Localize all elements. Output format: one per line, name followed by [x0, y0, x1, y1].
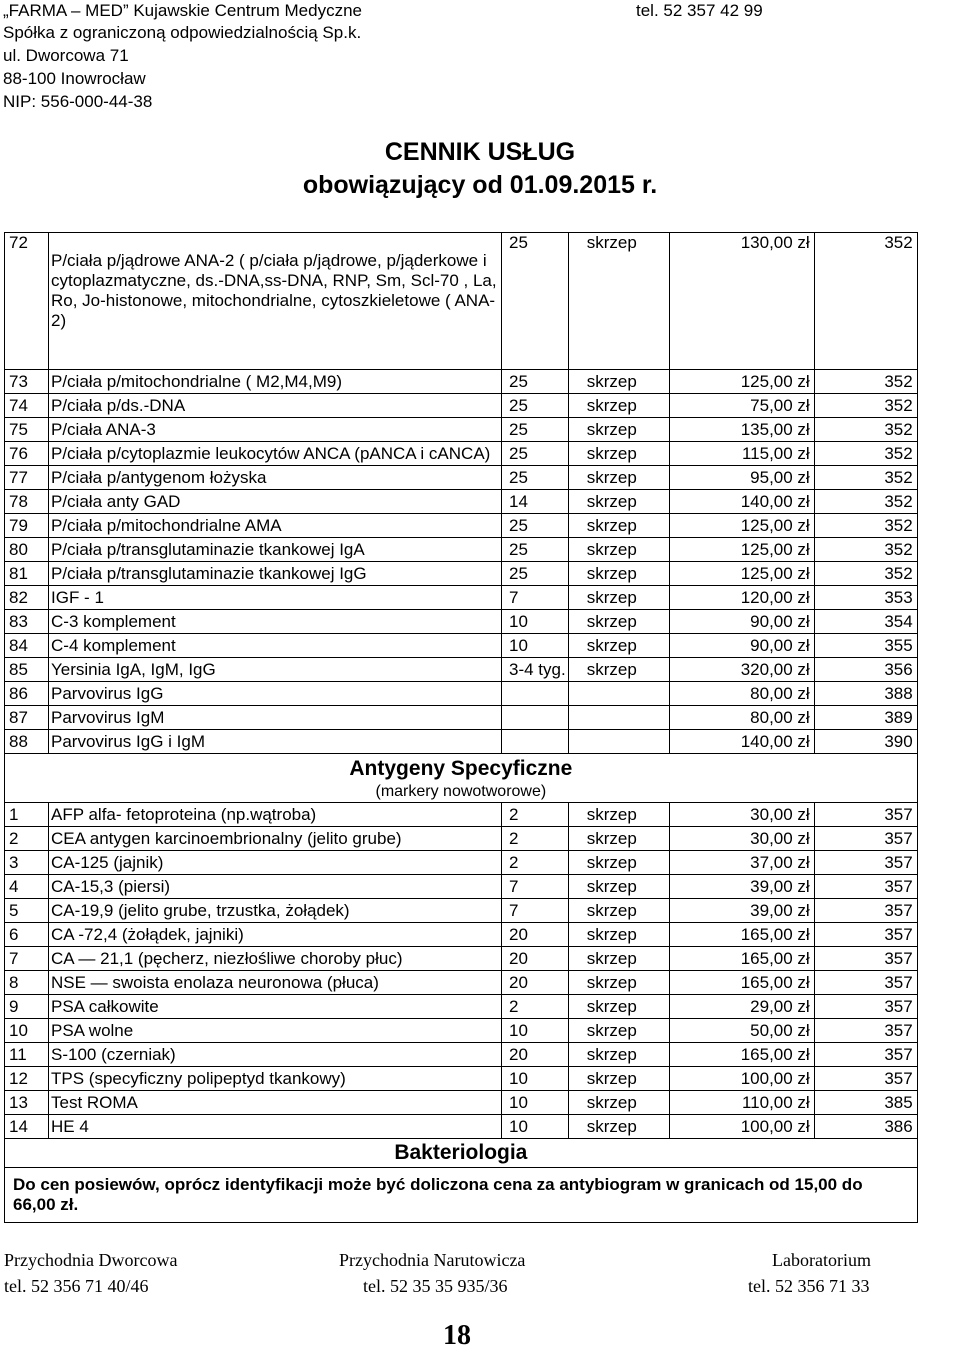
table-row: [5, 851, 918, 875]
procedure-code-cell: 357: [814, 947, 917, 971]
row-number-cell: 11: [5, 1043, 49, 1067]
procedure-code-cell: 357: [814, 971, 917, 995]
price-cell: 100,00 zł: [669, 1115, 814, 1139]
row-number-cell: 13: [5, 1091, 49, 1115]
sample-material-cell: skrzep: [568, 418, 669, 442]
row-number-cell: 77: [5, 466, 49, 490]
table-row: [5, 899, 918, 923]
price-cell: 30,00 zł: [669, 803, 814, 827]
sample-material-cell: skrzep: [568, 1091, 669, 1115]
company-name: „FARMA – MED” Kujawskie Centrum Medyczne: [3, 1, 362, 20]
row-number-cell: 8: [5, 971, 49, 995]
table-row: [5, 658, 918, 682]
price-cell: 80,00 zł: [669, 682, 814, 706]
turnaround-days-cell: 2: [502, 827, 569, 851]
test-name-cell: P/ciała p/ds.-DNA: [49, 394, 502, 418]
table-row: [5, 803, 918, 827]
price-cell: 100,00 zł: [669, 1067, 814, 1091]
row-number-cell: 83: [5, 610, 49, 634]
procedure-code-cell: 357: [814, 1043, 917, 1067]
turnaround-days-cell: 3-4 tyg.: [502, 658, 569, 682]
turnaround-days-cell: 20: [502, 971, 569, 995]
section-title-markers: Antygeny Specyficzne: [349, 756, 573, 780]
sample-material-cell: skrzep: [568, 1043, 669, 1067]
turnaround-days-cell: 7: [502, 899, 569, 923]
procedure-code-cell: 385: [814, 1091, 917, 1115]
row-number-cell: 7: [5, 947, 49, 971]
row-number-cell: 82: [5, 586, 49, 610]
price-cell: 165,00 zł: [669, 971, 814, 995]
turnaround-days-cell: 7: [502, 875, 569, 899]
table-row: [5, 538, 918, 562]
sample-material-cell: skrzep: [568, 233, 669, 370]
row-number-cell: 80: [5, 538, 49, 562]
sample-material-cell: skrzep: [568, 442, 669, 466]
turnaround-days-cell: 2: [502, 851, 569, 875]
turnaround-days-cell: 25: [502, 418, 569, 442]
table-row: [5, 995, 918, 1019]
table-row: [5, 370, 918, 394]
sample-material-cell: skrzep: [568, 538, 669, 562]
price-cell: 165,00 zł: [669, 1043, 814, 1067]
procedure-code-cell: 356: [814, 658, 917, 682]
procedure-code-cell: 352: [814, 418, 917, 442]
section-header-cell: [5, 754, 918, 803]
sample-material-cell: skrzep: [568, 658, 669, 682]
test-name-cell: CA-19,9 (jelito grube, trzustka, żołądek): [49, 899, 502, 923]
procedure-code-cell: 352: [814, 442, 917, 466]
test-name-cell: P/ciała p/mitochondrialne AMA: [49, 514, 502, 538]
row-number-cell: 9: [5, 995, 49, 1019]
procedure-code-cell: 352: [814, 466, 917, 490]
table-row: [5, 947, 918, 971]
turnaround-days-cell: 25: [502, 514, 569, 538]
procedure-code-cell: 352: [814, 370, 917, 394]
turnaround-days-cell: 25: [502, 466, 569, 490]
test-name-cell: P/ciała anty GAD: [49, 490, 502, 514]
row-number-cell: 2: [5, 827, 49, 851]
test-name-cell: Parvovirus IgG: [49, 682, 502, 706]
row-number-cell: 10: [5, 1019, 49, 1043]
row-number-cell: 3: [5, 851, 49, 875]
company-city: 88-100 Inowrocław: [3, 69, 146, 88]
price-cell: 320,00 zł: [669, 658, 814, 682]
price-cell: 37,00 zł: [669, 851, 814, 875]
row-number-cell: 74: [5, 394, 49, 418]
turnaround-days-cell: 14: [502, 490, 569, 514]
test-name-cell: CA-15,3 (piersi): [49, 875, 502, 899]
sample-material-cell: [568, 730, 669, 754]
bacteriology-note: Do cen posiewów, oprócz identyfikacji może być doliczona cena za antybiogram w granicach od 15,00 do 66,00 zł.: [5, 1168, 918, 1223]
sample-material-cell: skrzep: [568, 370, 669, 394]
row-number-cell: 81: [5, 562, 49, 586]
test-name-cell: CA-125 (jajnik): [49, 851, 502, 875]
row-number-cell: 84: [5, 634, 49, 658]
table-row: [5, 971, 918, 995]
test-name-cell: TPS (specyficzny polipeptyd tkankowy): [49, 1067, 502, 1091]
footer-clinic-2-name: Przychodnia Narutowicza: [339, 1250, 526, 1270]
sample-material-cell: skrzep: [568, 971, 669, 995]
table-row: [5, 827, 918, 851]
turnaround-days-cell: 10: [502, 1115, 569, 1139]
price-cell: 125,00 zł: [669, 538, 814, 562]
sample-material-cell: skrzep: [568, 514, 669, 538]
price-cell: 130,00 zł: [669, 233, 814, 370]
test-name-cell: CEA antygen karcinoembrionalny (jelito grube): [49, 827, 502, 851]
turnaround-days-cell: [502, 730, 569, 754]
test-name-cell: P/ciała p/mitochondrialne ( M2,M4,M9): [49, 370, 502, 394]
turnaround-days-cell: 25: [502, 394, 569, 418]
turnaround-days-cell: 10: [502, 610, 569, 634]
table-row: [5, 1115, 918, 1139]
row-number-cell: 73: [5, 370, 49, 394]
test-name-cell: P/ciała p/jądrowe ANA-2 ( p/ciała p/jądrowe, p/jąderkowe i cytoplazmatyczne, ds.-DNA,ss-DNA, RNP, Sm, Scl-70 , La, Ro, Jo-histonowe, mitochondrialne, cytoszkieletowe ( ANA-2): [49, 233, 502, 370]
turnaround-days-cell: 10: [502, 1091, 569, 1115]
row-number-cell: 4: [5, 875, 49, 899]
procedure-code-cell: 354: [814, 610, 917, 634]
turnaround-days-cell: 25: [502, 538, 569, 562]
turnaround-days-cell: 2: [502, 995, 569, 1019]
price-cell: 29,00 zł: [669, 995, 814, 1019]
price-table-body-b: [5, 803, 918, 1139]
test-name-cell: P/ciała p/transglutaminazie tkankowej IgG: [49, 562, 502, 586]
price-cell: 90,00 zł: [669, 634, 814, 658]
table-row: [5, 233, 918, 370]
price-cell: 125,00 zł: [669, 514, 814, 538]
turnaround-days-cell: 25: [502, 442, 569, 466]
procedure-code-cell: 386: [814, 1115, 917, 1139]
turnaround-days-cell: 20: [502, 1043, 569, 1067]
test-name-cell: PSA wolne: [49, 1019, 502, 1043]
price-cell: 125,00 zł: [669, 370, 814, 394]
procedure-code-cell: 352: [814, 538, 917, 562]
table-row: [5, 706, 918, 730]
row-number-cell: 85: [5, 658, 49, 682]
section-header-cell: [5, 1139, 918, 1168]
procedure-code-cell: 352: [814, 233, 917, 370]
price-cell: 135,00 zł: [669, 418, 814, 442]
price-cell: 30,00 zł: [669, 827, 814, 851]
test-name-cell: P/ciała ANA-3: [49, 418, 502, 442]
sample-material-cell: skrzep: [568, 634, 669, 658]
sample-material-cell: skrzep: [568, 803, 669, 827]
table-row: [5, 1019, 918, 1043]
turnaround-days-cell: 10: [502, 634, 569, 658]
price-cell: 120,00 zł: [669, 586, 814, 610]
turnaround-days-cell: [502, 682, 569, 706]
procedure-code-cell: 357: [814, 851, 917, 875]
row-number-cell: 86: [5, 682, 49, 706]
test-name-cell: HE 4: [49, 1115, 502, 1139]
price-cell: 165,00 zł: [669, 947, 814, 971]
sample-material-cell: skrzep: [568, 1115, 669, 1139]
row-number-cell: 78: [5, 490, 49, 514]
footer-clinic-1-name: Przychodnia Dworcowa: [4, 1250, 178, 1270]
procedure-code-cell: 390: [814, 730, 917, 754]
row-number-cell: 14: [5, 1115, 49, 1139]
row-number-cell: 1: [5, 803, 49, 827]
test-name-cell: C-4 komplement: [49, 634, 502, 658]
footer-clinic-2-phone: tel. 52 35 35 935/36: [363, 1276, 508, 1296]
procedure-code-cell: 357: [814, 875, 917, 899]
page-subtitle: obowiązujący od 01.09.2015 r.: [302, 171, 658, 199]
sample-material-cell: skrzep: [568, 947, 669, 971]
procedure-code-cell: 357: [814, 1019, 917, 1043]
company-nip: NIP: 556-000-44-38: [3, 92, 153, 111]
test-name-cell: CA — 21,1 (pęcherz, niezłośliwe choroby płuc): [49, 947, 502, 971]
procedure-code-cell: 355: [814, 634, 917, 658]
sample-material-cell: [568, 706, 669, 730]
section-subtitle-markers: (markery nowotworowe): [375, 782, 547, 800]
table-row: [5, 875, 918, 899]
test-name-cell: IGF - 1: [49, 586, 502, 610]
turnaround-days-cell: 10: [502, 1019, 569, 1043]
test-name-cell: PSA całkowite: [49, 995, 502, 1019]
table-row: [5, 1067, 918, 1091]
sample-material-cell: skrzep: [568, 490, 669, 514]
table-row: [5, 586, 918, 610]
table-row: [5, 394, 918, 418]
table-row: [5, 490, 918, 514]
price-table-body-a: [5, 233, 918, 754]
test-name-cell: P/ciała p/antygenom łożyska: [49, 466, 502, 490]
sample-material-cell: skrzep: [568, 1067, 669, 1091]
table-row: [5, 682, 918, 706]
procedure-code-cell: 353: [814, 586, 917, 610]
turnaround-days-cell: [502, 706, 569, 730]
turnaround-days-cell: 25: [502, 370, 569, 394]
test-name-cell: P/ciała p/transglutaminazie tkankowej IgA: [49, 538, 502, 562]
company-street: ul. Dworcowa 71: [3, 46, 129, 65]
page-number: 18: [443, 1320, 471, 1351]
row-number-cell: 72: [5, 233, 49, 370]
section-title-bacteriology: Bakteriologia: [394, 1141, 528, 1164]
sample-material-cell: skrzep: [568, 995, 669, 1019]
test-name-cell: AFP alfa- fetoproteina (np.wątroba): [49, 803, 502, 827]
test-name-cell: NSE — swoista enolaza neuronowa (płuca): [49, 971, 502, 995]
row-number-cell: 6: [5, 923, 49, 947]
row-number-cell: 88: [5, 730, 49, 754]
table-row: [5, 730, 918, 754]
test-name-cell: Test ROMA: [49, 1091, 502, 1115]
test-name-cell: Parvovirus IgG i IgM: [49, 730, 502, 754]
turnaround-days-cell: 20: [502, 947, 569, 971]
procedure-code-cell: 352: [814, 562, 917, 586]
table-row: [5, 562, 918, 586]
footer-clinic-1-phone: tel. 52 356 71 40/46: [4, 1276, 149, 1296]
test-name-cell: Yersinia IgA, IgM, IgG: [49, 658, 502, 682]
table-row: [5, 610, 918, 634]
procedure-code-cell: 357: [814, 803, 917, 827]
table-row: [5, 1043, 918, 1067]
sample-material-cell: skrzep: [568, 851, 669, 875]
price-table: [4, 232, 918, 1223]
test-name-cell: S-100 (czerniak): [49, 1043, 502, 1067]
procedure-code-cell: 352: [814, 394, 917, 418]
page-title: CENNIK USŁUG: [384, 138, 576, 166]
company-phone: tel. 52 357 42 99: [636, 1, 763, 20]
sample-material-cell: skrzep: [568, 610, 669, 634]
price-cell: 140,00 zł: [669, 730, 814, 754]
price-cell: 90,00 zł: [669, 610, 814, 634]
test-name-cell: P/ciała p/cytoplazmie leukocytów ANCA (pANCA i cANCA): [49, 442, 502, 466]
turnaround-days-cell: 10: [502, 1067, 569, 1091]
turnaround-days-cell: 2: [502, 803, 569, 827]
sample-material-cell: [568, 682, 669, 706]
test-name-cell: CA -72,4 (żołądek, jajniki): [49, 923, 502, 947]
row-number-cell: 12: [5, 1067, 49, 1091]
company-legal-form: Spółka z ograniczoną odpowiedzialnością Sp.k.: [3, 23, 362, 42]
section-header-markers: [5, 754, 918, 803]
turnaround-days-cell: 7: [502, 586, 569, 610]
test-name-cell: Parvovirus IgM: [49, 706, 502, 730]
table-row: [5, 466, 918, 490]
section-bacteriology: [5, 1139, 918, 1223]
price-cell: 110,00 zł: [669, 1091, 814, 1115]
procedure-code-cell: 357: [814, 923, 917, 947]
table-row: [5, 514, 918, 538]
sample-material-cell: skrzep: [568, 394, 669, 418]
turnaround-days-cell: 25: [502, 233, 569, 370]
row-number-cell: 76: [5, 442, 49, 466]
footer-lab-phone: tel. 52 356 71 33: [748, 1276, 870, 1296]
procedure-code-cell: 388: [814, 682, 917, 706]
sample-material-cell: skrzep: [568, 875, 669, 899]
price-cell: 125,00 zł: [669, 562, 814, 586]
table-row: [5, 634, 918, 658]
turnaround-days-cell: 25: [502, 562, 569, 586]
sample-material-cell: skrzep: [568, 923, 669, 947]
row-number-cell: 5: [5, 899, 49, 923]
test-name-cell: C-3 komplement: [49, 610, 502, 634]
sample-material-cell: skrzep: [568, 562, 669, 586]
price-cell: 165,00 zł: [669, 923, 814, 947]
procedure-code-cell: 357: [814, 899, 917, 923]
price-cell: 115,00 zł: [669, 442, 814, 466]
table-row: [5, 1091, 918, 1115]
sample-material-cell: skrzep: [568, 827, 669, 851]
procedure-code-cell: 357: [814, 827, 917, 851]
sample-material-cell: skrzep: [568, 1019, 669, 1043]
price-cell: 80,00 zł: [669, 706, 814, 730]
procedure-code-cell: 357: [814, 995, 917, 1019]
price-cell: 39,00 zł: [669, 875, 814, 899]
price-cell: 39,00 zł: [669, 899, 814, 923]
procedure-code-cell: 352: [814, 490, 917, 514]
footer-lab-name: Laboratorium: [772, 1250, 871, 1270]
procedure-code-cell: 352: [814, 514, 917, 538]
sample-material-cell: skrzep: [568, 899, 669, 923]
table-row: [5, 923, 918, 947]
row-number-cell: 87: [5, 706, 49, 730]
price-cell: 95,00 zł: [669, 466, 814, 490]
row-number-cell: 75: [5, 418, 49, 442]
procedure-code-cell: 389: [814, 706, 917, 730]
procedure-code-cell: 357: [814, 1067, 917, 1091]
sample-material-cell: skrzep: [568, 466, 669, 490]
row-number-cell: 79: [5, 514, 49, 538]
sample-material-cell: skrzep: [568, 586, 669, 610]
table-row: [5, 418, 918, 442]
price-cell: 75,00 zł: [669, 394, 814, 418]
turnaround-days-cell: 20: [502, 923, 569, 947]
table-row: [5, 442, 918, 466]
price-cell: 50,00 zł: [669, 1019, 814, 1043]
price-cell: 140,00 zł: [669, 490, 814, 514]
